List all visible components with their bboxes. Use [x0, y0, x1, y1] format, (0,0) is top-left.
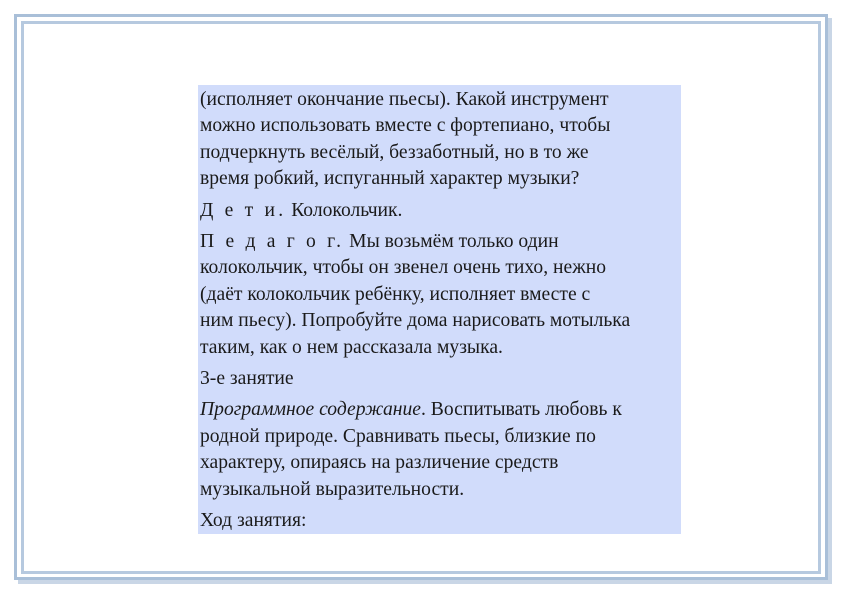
text-line: время робкий, испуганный характер музыки?	[200, 168, 580, 190]
paragraph-children-answer	[200, 198, 679, 224]
text-line: характеру, опираясь на различение средств	[200, 452, 559, 474]
paragraph-lesson-heading	[200, 366, 679, 392]
speaker-label: П е д а г о г.	[200, 231, 345, 253]
text-line: (исполняет окончание пьесы). Какой инструмент	[200, 89, 609, 110]
text-line: таким, как о нем рассказала музыка.	[200, 336, 503, 358]
text-line: музыкальной выразительности.	[200, 478, 465, 500]
paragraph-lesson-course	[200, 508, 679, 534]
paragraph-program-content	[200, 397, 679, 503]
text-box	[198, 85, 681, 534]
text-line	[200, 397, 679, 423]
text-line: ним пьесу). Попробуйте дома нарисовать мотылька	[200, 310, 631, 332]
text-line: родной природе. Сравнивать пьесы, близкие по	[200, 425, 596, 447]
lesson-course-heading: Ход занятия:	[200, 510, 307, 532]
text-line: можно использовать вместе с фортепиано, чтобы	[200, 115, 611, 137]
text-line	[200, 198, 679, 224]
paragraph-teacher	[200, 229, 679, 361]
paragraph-question	[200, 87, 679, 193]
text-line	[200, 229, 679, 255]
program-text: . Воспитывать любовь к	[420, 399, 622, 421]
text-line: (даёт колокольчик ребёнку, исполняет вместе с	[200, 283, 591, 305]
teacher-text: Мы возьмём только один	[344, 231, 559, 253]
text-line: колокольчик, чтобы он звенел очень тихо, нежно	[200, 257, 607, 279]
program-label: Программное содержание	[200, 399, 421, 421]
speaker-label: Д е т и.	[200, 199, 287, 221]
text-line: подчеркнуть весёлый, беззаботный, но в то же	[200, 141, 589, 163]
frame-shadow-bottom	[18, 580, 832, 584]
frame-shadow-right	[828, 18, 832, 584]
lesson-heading: 3-е занятие	[200, 368, 294, 390]
answer-text: Колокольчик.	[286, 199, 403, 221]
